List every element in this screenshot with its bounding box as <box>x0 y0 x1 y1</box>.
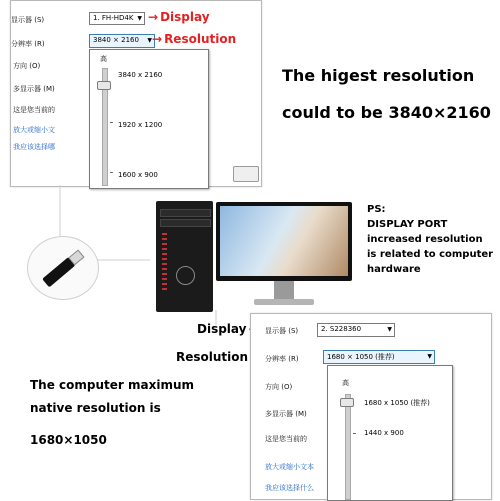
popup-high-label: 高 <box>100 55 107 63</box>
slider-tick <box>110 122 113 123</box>
resolution-select[interactable] <box>89 34 155 48</box>
dp-adapter-graphic <box>28 237 98 299</box>
ps-line: DISPLAY PORT <box>367 219 448 230</box>
resolution-select-value: 1680 × 1050 (推荐) <box>327 353 395 361</box>
bottom-note-line-3: 1680×1050 <box>30 433 107 447</box>
display-select-value: 2. S228360 <box>321 325 362 333</box>
orientation-label: 方向 (O) <box>265 383 293 391</box>
small-button[interactable] <box>233 166 259 182</box>
headline-line-1: The higest resolution <box>282 66 475 85</box>
resolution-option[interactable]: 1440 x 900 <box>364 429 404 437</box>
bottom-resolution-arrow <box>176 350 260 364</box>
resolution-select-value: 3840 × 2160 <box>93 36 139 44</box>
arrow-right-icon: → <box>148 10 159 24</box>
slider-tick <box>353 433 356 434</box>
bottom-note-line-1: The computer maximum <box>30 378 195 392</box>
current-display-text: 这是您当前的 <box>265 435 307 443</box>
ps-title: PS: <box>367 204 386 215</box>
popup-high-label: 高 <box>342 379 349 387</box>
resolution-option[interactable]: 3840 x 2160 <box>118 71 163 79</box>
resolution-label: 分辨率 (R) <box>11 40 45 48</box>
resolution-arrow-label: Resolution <box>164 32 237 46</box>
display-label: 显示器 (S) <box>265 327 299 335</box>
ps-line: increased resolution <box>367 234 483 245</box>
bottom-display-label: Display <box>197 322 247 336</box>
top-display-settings-panel <box>10 0 262 187</box>
headline-line-2: could to be 3840×2160 <box>282 103 491 122</box>
resolution-label: 分辨率 (R) <box>265 355 299 363</box>
dropdown-arrow-icon: ▼ <box>427 353 432 360</box>
slider-thumb-icon[interactable] <box>340 398 354 407</box>
resolution-option[interactable]: 1680 x 1050 (推荐) <box>364 399 430 407</box>
resolution-arrow-annotation <box>152 32 236 46</box>
display-select-value: 1. FH-HD4K <box>93 14 134 22</box>
multi-display-label: 多显示器 (M) <box>13 85 55 93</box>
ps-line: hardware <box>367 264 421 275</box>
which-to-choose-link[interactable]: 我应该选择哪 <box>13 143 55 151</box>
ps-line: is related to computer <box>367 249 494 260</box>
display-arrow-annotation <box>148 10 210 24</box>
dropdown-arrow-icon: ▼ <box>387 326 392 333</box>
enlarge-text-link[interactable]: 放大或缩小文本 <box>265 463 314 471</box>
display-select[interactable] <box>317 323 395 337</box>
slider-tick <box>110 172 113 173</box>
resolution-select[interactable] <box>323 350 435 364</box>
which-to-choose-link[interactable]: 我应该选择什么 <box>265 484 314 492</box>
display-arrow-label: Display <box>160 10 210 24</box>
monitor-icon <box>216 202 352 307</box>
resolution-slider-popup <box>327 365 453 501</box>
display-select[interactable] <box>89 12 145 25</box>
pc-tower-icon <box>156 201 213 312</box>
ps-note <box>367 202 493 277</box>
resolution-option[interactable]: 1920 x 1200 <box>118 121 163 129</box>
enlarge-text-link[interactable]: 放大或缩小文 <box>13 126 55 134</box>
display-label: 显示器 (S) <box>11 16 45 24</box>
bottom-display-settings-panel <box>250 313 492 500</box>
current-display-text: 这是您当前的 <box>13 106 55 114</box>
bottom-resolution-label: Resolution <box>176 350 249 364</box>
bottom-note-line-2: native resolution is <box>30 401 161 415</box>
dropdown-arrow-icon: ▼ <box>147 37 152 44</box>
resolution-slider-popup <box>89 49 209 189</box>
resolution-option[interactable]: 1600 x 900 <box>118 171 158 179</box>
dropdown-arrow-icon: ▼ <box>137 15 142 22</box>
orientation-label: 方向 (O) <box>13 62 41 70</box>
multi-display-label: 多显示器 (M) <box>265 410 307 418</box>
dp-adapter-icon <box>27 236 99 300</box>
arrow-right-icon: → <box>152 32 163 46</box>
resolution-slider-track[interactable] <box>345 394 351 500</box>
slider-thumb-icon[interactable] <box>97 81 111 90</box>
